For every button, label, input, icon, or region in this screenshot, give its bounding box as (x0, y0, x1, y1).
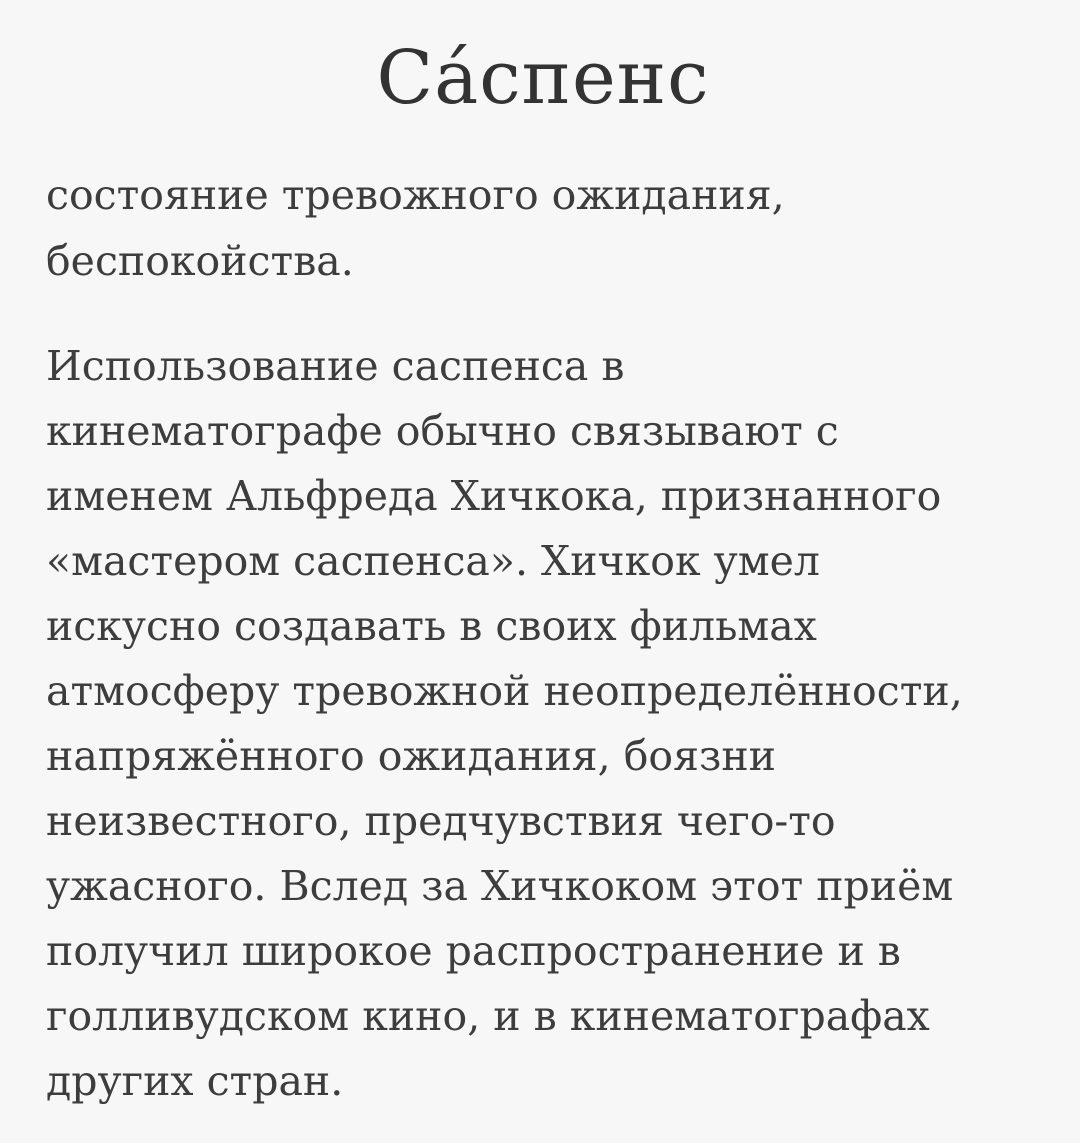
body-line: кинематографе обычно связывают с (46, 407, 839, 455)
body-line: других стран. (46, 1057, 344, 1105)
body-line: ужасного. Вслед за Хичкоком этот приём (46, 862, 954, 910)
body-line: напряжённого ожидания, боязни (46, 732, 776, 780)
body-line: «мастером саспенса». Хичкок умел (46, 537, 820, 585)
body-line: атмосферу тревожной неопределённости, (46, 667, 963, 715)
body-paragraph (46, 334, 1040, 1114)
body-line: Использование саспенса в (46, 342, 625, 390)
definition-paragraph (46, 162, 1040, 294)
body-line: неизвестного, предчувствия чего-то (46, 797, 836, 845)
definition-line: беспокойства. (46, 237, 354, 285)
body-line: именем Альфреда Хичкока, признанного (46, 472, 942, 520)
body-line: получил широкое распространение и в (46, 927, 901, 975)
definition-line: состояние тревожного ожидания, (46, 171, 785, 219)
body-line: голливудском кино, и в кинематографах (46, 992, 930, 1040)
body-line: искусно создавать в своих фильмах (46, 602, 817, 650)
page-title: Са́спенс (376, 35, 710, 121)
